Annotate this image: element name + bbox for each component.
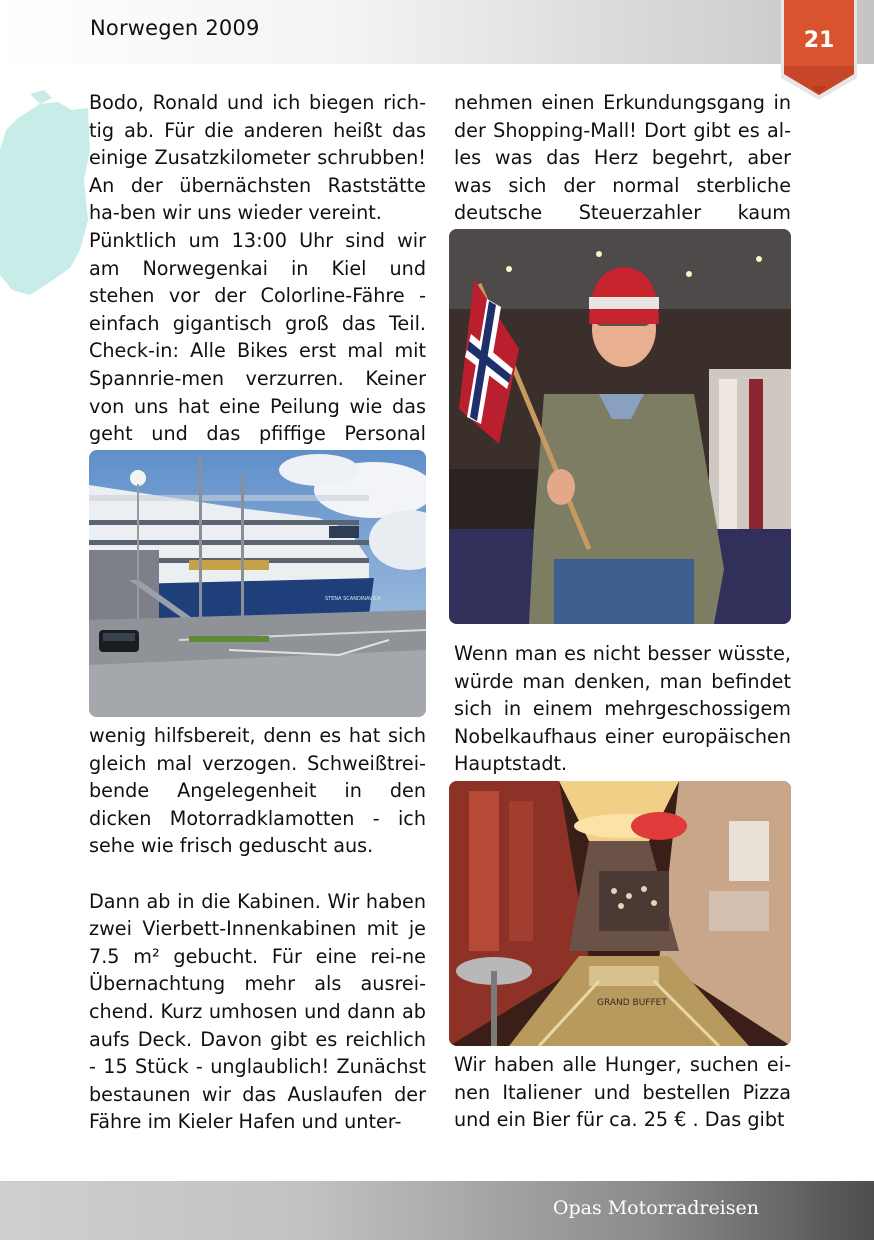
left-paragraph-2: Pünktlich um 13:00 Uhr sind wir am Norwegenkai in Kiel und stehen vor der Colorline-Fähre - einfach gigantisch groß das Teil. Check-in: Alle Bikes erst mal mit Spannrie-men verzurren. Keiner von uns hat eine Peilung wie das geht und das pfiffige Personal (89, 228, 426, 446)
footer-title: Opas Motorradreisen (552, 1197, 759, 1219)
ferry-photo (89, 450, 426, 717)
left-paragraph-3: wenig hilfsbereit, denn es hat sich gleich mal verzogen. Schweißtrei-bende Angelegenheit in den dicken Motorradklamotten - ich sehe wie frisch geduscht aus. (89, 724, 426, 858)
left-paragraph-4: Dann ab in die Kabinen. Wir haben zwei Vierbett-Innenkabinen mit je 7.5 m² gebucht. Für eine rei-ne Übernachtung mehr als ausrei-chend. Kurz umhosen und dann ab aufs Deck. Davon gibt es reichlich - 15 Stück - unglaublich! Zunächst bestaunen wir das Auslaufen der Fähre im Kieler Hafen und unter- (89, 889, 426, 1134)
atrium-photo (449, 781, 791, 1046)
page-number-badge (781, 0, 857, 100)
left-column-bottom (89, 722, 426, 1136)
header-bar (0, 0, 874, 64)
right-column-bottom (454, 1051, 791, 1134)
buffet-sign-label: GRAND BUFFET (597, 998, 667, 1008)
footer-bar (0, 1181, 874, 1240)
ferry-name-label: STENA SCANDINAVICA (325, 596, 381, 602)
page-number: 21 (803, 28, 835, 53)
page-title: Norwegen 2009 (90, 16, 260, 40)
flag-man-photo (449, 229, 791, 624)
right-paragraph-3: Wir haben alle Hunger, suchen ei-nen Italiener und bestellen Pizza und ein Bier für ca. 25 € . Das gibt (454, 1053, 791, 1132)
left-column-top (89, 89, 426, 475)
right-paragraph-2: Wenn man es nicht besser wüsste, würde man denken, man befindet sich in einem mehrgeschossigem Nobelkaufhaus einer europäischen Hauptstadt. (454, 642, 791, 776)
left-paragraph-1: Bodo, Ronald und ich biegen rich-tig ab. Für die anderen heißt das einige Zusatzkilometer schrubben! An der übernächsten Raststätte ha-ben wir uns wieder vereint. (89, 91, 426, 225)
right-column-middle (454, 640, 791, 778)
norway-map-decoration (0, 90, 90, 300)
right-paragraph-1: nehmen einen Erkundungsgang in der Shopping-Mall! Dort gibt es al-les was das Herz begehrt, aber was sich der normal sterbliche deutsche Steuerzahler kaum (454, 91, 791, 225)
